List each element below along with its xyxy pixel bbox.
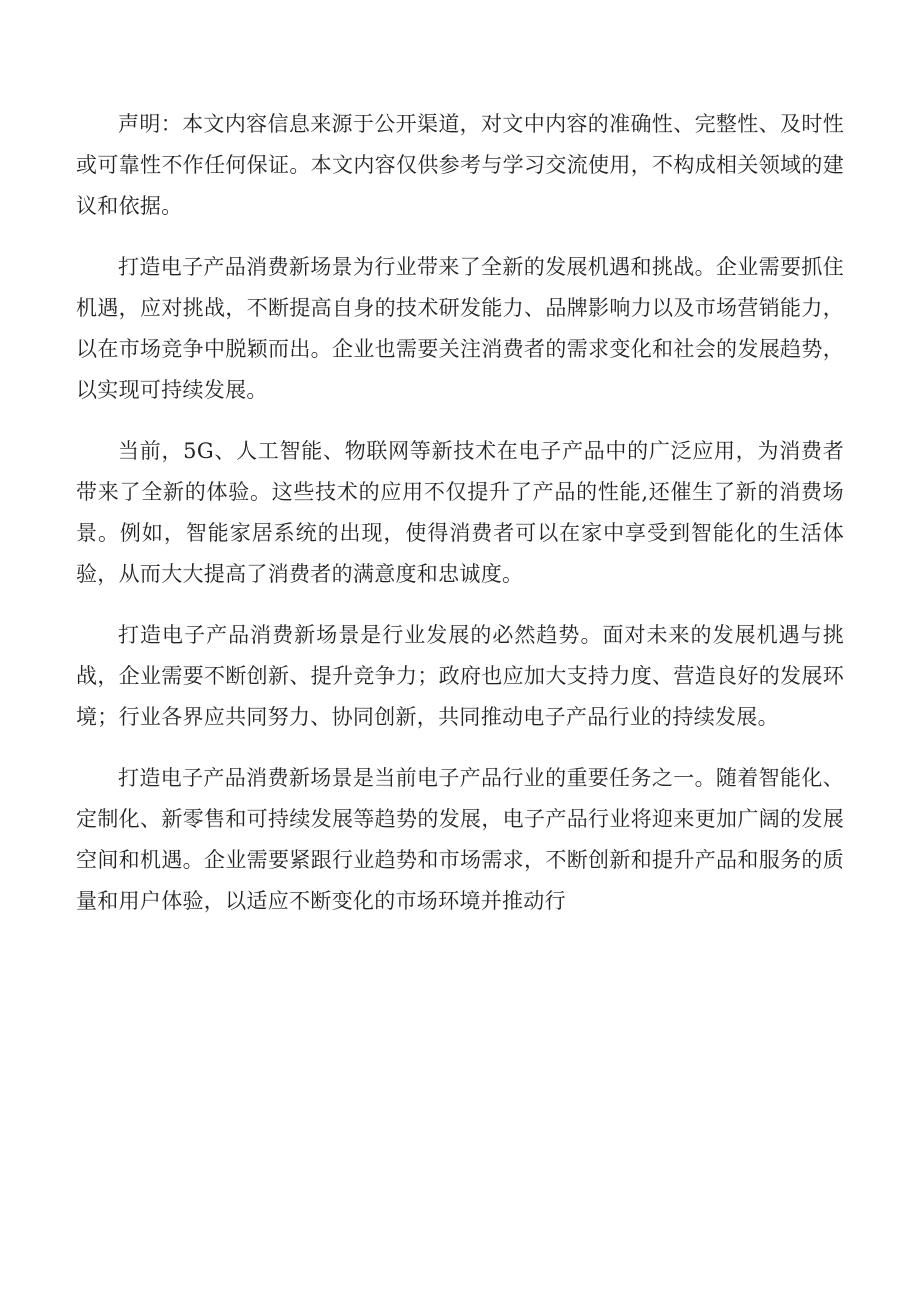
body-paragraph: 当前，5G、人工智能、物联网等新技术在电子产品中的广泛应用，为消费者带来了全新的体验。这些技术的应用不仅提升了产品的性能,还催生了新的消费场景。例如，智能家居系统的出现，使得消费者可以在家中享受到智能化的生活体验，从而大大提高了消费者的满意度和忠诚度。 [76,439,844,586]
body-paragraph: 打造电子产品消费新场景是行业发展的必然趋势。面对未来的发展机遇与挑战，企业需要不断创新、提升竞争力；政府也应加大支持力度、营造良好的发展环境；行业各界应共同努力、协同创新，共同推动电子产品行业的持续发展。 [76,623,844,729]
document-body [76,104,844,942]
body-paragraph: 打造电子产品消费新场景为行业带来了全新的发展机遇和挑战。企业需要抓住机遇，应对挑战，不断提高自身的技术研发能力、品牌影响力以及市场营销能力，以在市场竞争中脱颖而出。企业也需要关注消费者的需求变化和社会的发展趋势，以实现可持续发展。 [76,255,844,402]
body-paragraph: 打造电子产品消费新场景是当前电子产品行业的重要任务之一。随着智能化、定制化、新零售和可持续发展等趋势的发展，电子产品行业将迎来更加广阔的发展空间和机遇。企业需要紧跟行业趋势和市场需求，不断创新和提升产品和服务的质量和用户体验，以适应不断变化的市场环境并推动行 [76,766,844,913]
disclaimer-paragraph: 声明：本文内容信息来源于公开渠道，对文中内容的准确性、完整性、及时性或可靠性不作任何保证。本文内容仅供参考与学习交流使用，不构成相关领域的建议和依据。 [76,112,844,218]
